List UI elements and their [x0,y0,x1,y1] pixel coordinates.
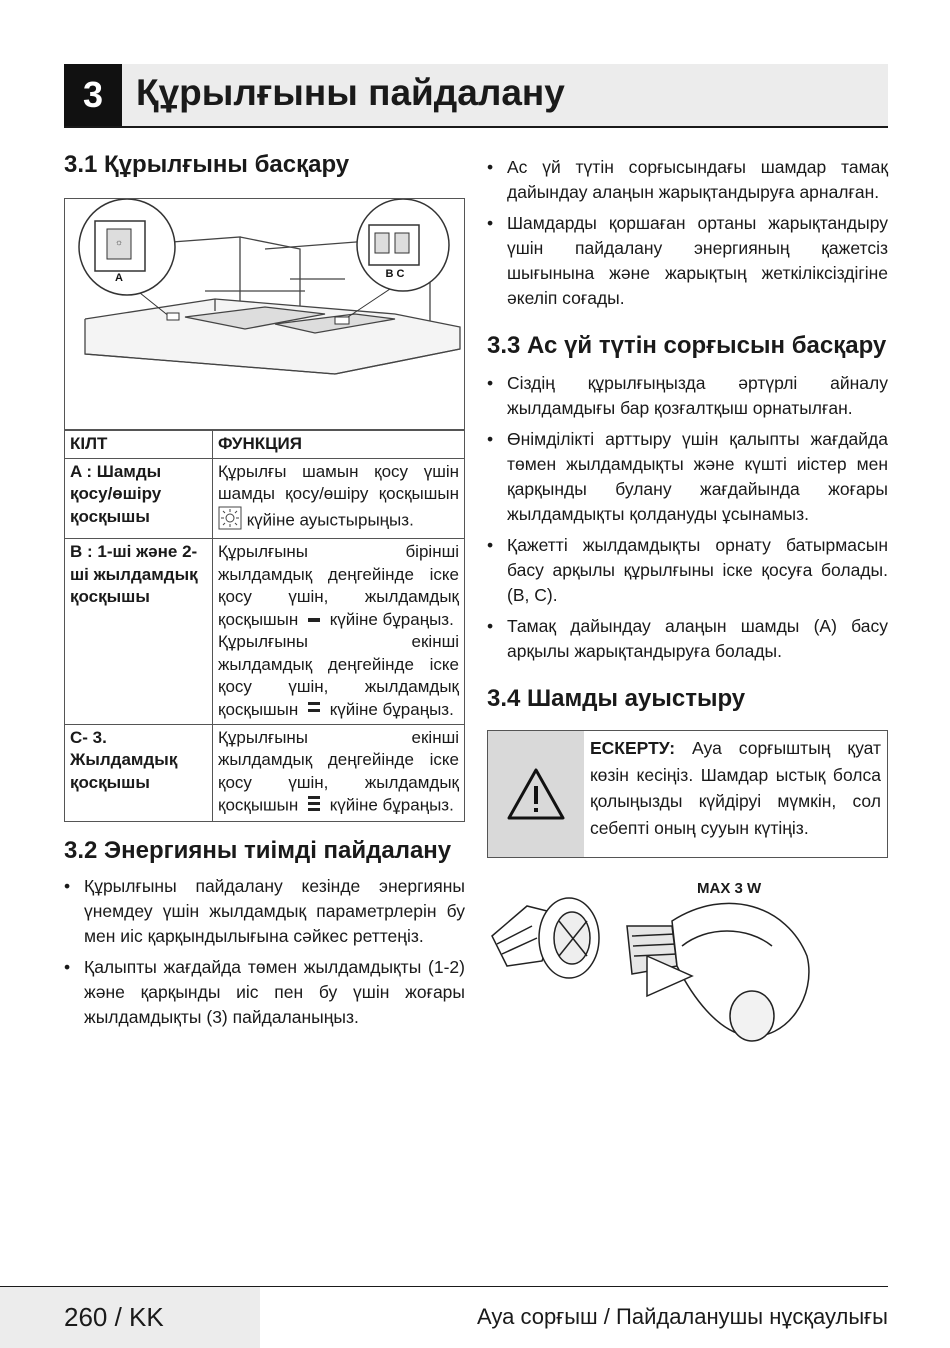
function-text-end: күйіне бұраңыз. [329,609,454,629]
table-key-cell: B : 1-ші және 2-ші жылдамдық қосқышы [65,539,213,725]
section-3-2-heading: 3.2 Энергияны тиімді пайдалану [64,836,452,864]
section-3-4-heading: 3.4 Шамды ауыстыру [487,685,746,712]
speed-1-icon [303,609,325,632]
chapter-title: Құрылғыны пайдалану [136,72,565,113]
footer-title: Ауа сорғыш / Пайдаланушы нұсқаулығы [476,1304,888,1329]
warning-box [487,730,888,858]
function-table [64,430,465,822]
figure-label-a: A [115,272,123,284]
left-column [64,150,465,1036]
max-wattage-label: MAX 3 W [697,880,762,897]
table-row [65,539,465,725]
function-text: Құрылғы шамын қосу үшін шамды қосу/өшіру қосқышын [218,461,459,503]
right-column [487,155,888,1056]
table-key-cell: C- 3. Жылдамдық қосқышы [65,724,213,821]
chapter-header [64,64,888,128]
bulb-illustration [487,866,888,1056]
table-key-cell: A : Шамды қосу/өшіру қосқышы [65,458,213,539]
table-row [65,458,465,539]
list-item: • Шамдарды қоршаған ортаны жарықтандыру үшін пайдалану энергияның қажетсіз шығынына және жарықтың жеткіліксіздігіне әкеліп соғады. [487,211,888,311]
warning-triangle-icon [505,766,567,822]
hood-controls-illustration [65,199,464,429]
section-3-2-list [64,874,465,1030]
bulb-replacement-drawing [487,866,888,1056]
function-text-end: күйіне ауыстырыңыз. [246,510,414,530]
table-function-cell [213,539,465,725]
section-3-1-heading: 3.1 Құрылғыны басқару [64,151,350,178]
warning-text [584,731,887,857]
figure-label-bc: B C [385,268,405,280]
svg-text:☼: ☼ [114,237,124,247]
table-function-cell [213,724,465,821]
list-item: • Өнімділікті арттыру үшін қалыпты жағдайда төмен жылдамдықты және күшті иістер мен қарқынды булану жағдайында жоғары жылдамдықты қолдануды ұсынамыз. [487,427,888,527]
function-text: Құрылғыны екінші жылдамдық деңгейінде іске қосу үшін, жылдамдық қосқышын [218,727,459,815]
warning-icon-cell [488,731,584,857]
table-function-cell [213,458,465,539]
table-header-function: ФУНКЦИЯ [213,431,465,459]
speed-2-icon [303,699,325,722]
list-item: • Тамақ дайындау алаңын шамды (A) басу арқылы жарықтандыруға болады. [487,614,888,664]
function-text: Құрылғыны бірінші жылдамдық деңгейінде іске қосу үшін, жылдамдық қосқышын [218,542,459,629]
section-3-3-heading: 3.3 Ас үй түтін сорғысын басқару [487,332,887,359]
table-header-key: КІЛТ [65,431,213,459]
list-item: • Ас үй түтін сорғысындағы шамдар тамақ дайындау алаңын жарықтандыруға арналған. [487,155,888,205]
page-number: 260 / KK [64,1302,164,1332]
chapter-number: 3 [64,64,122,126]
warning-body: Ауа сорғыштың қуат көзін кесіңіз. Шамдар ыстық болса қолыңызды күйдіруі мүмкін, сол себепті оның сууын күтіңіз. [590,738,881,838]
list-item: • Сіздің құрылғыңызда әртүрлі айналу жылдамдығы бар қозғалтқыш орнатылған. [487,371,888,421]
warning-label: ЕСКЕРТУ: [590,738,676,758]
lighting-list [487,155,888,311]
section-3-3-list [487,371,888,664]
function-text: Құрылғыны екінші жылдамдық деңгейінде іске қосу үшін, жылдамдық қосқышын [218,632,459,719]
list-item: • Қажетті жылдамдықты орнату батырмасын басу арқылы құрылғыны іске қосуға болады. (B, C). [487,533,888,608]
function-text-end: күйіне бұраңыз. [329,795,454,815]
list-item: • Қалыпты жағдайда төмен жылдамдықты (1-2) және қарқынды иіс пен бу үшін жоғары жылдамдықты (3) пайдаланыңыз. [64,955,465,1030]
control-panel-figure [64,198,465,430]
list-item: • Құрылғыны пайдалану кезінде энергияны үнемдеу үшін жылдамдық параметрлерін бу мен иіс қарқындылығына сәйкес реттеңіз. [64,874,465,949]
function-text-end: күйіне бұраңыз. [329,699,454,719]
speed-3-icon [303,794,325,819]
table-row [65,724,465,821]
light-symbol-icon [218,506,242,537]
